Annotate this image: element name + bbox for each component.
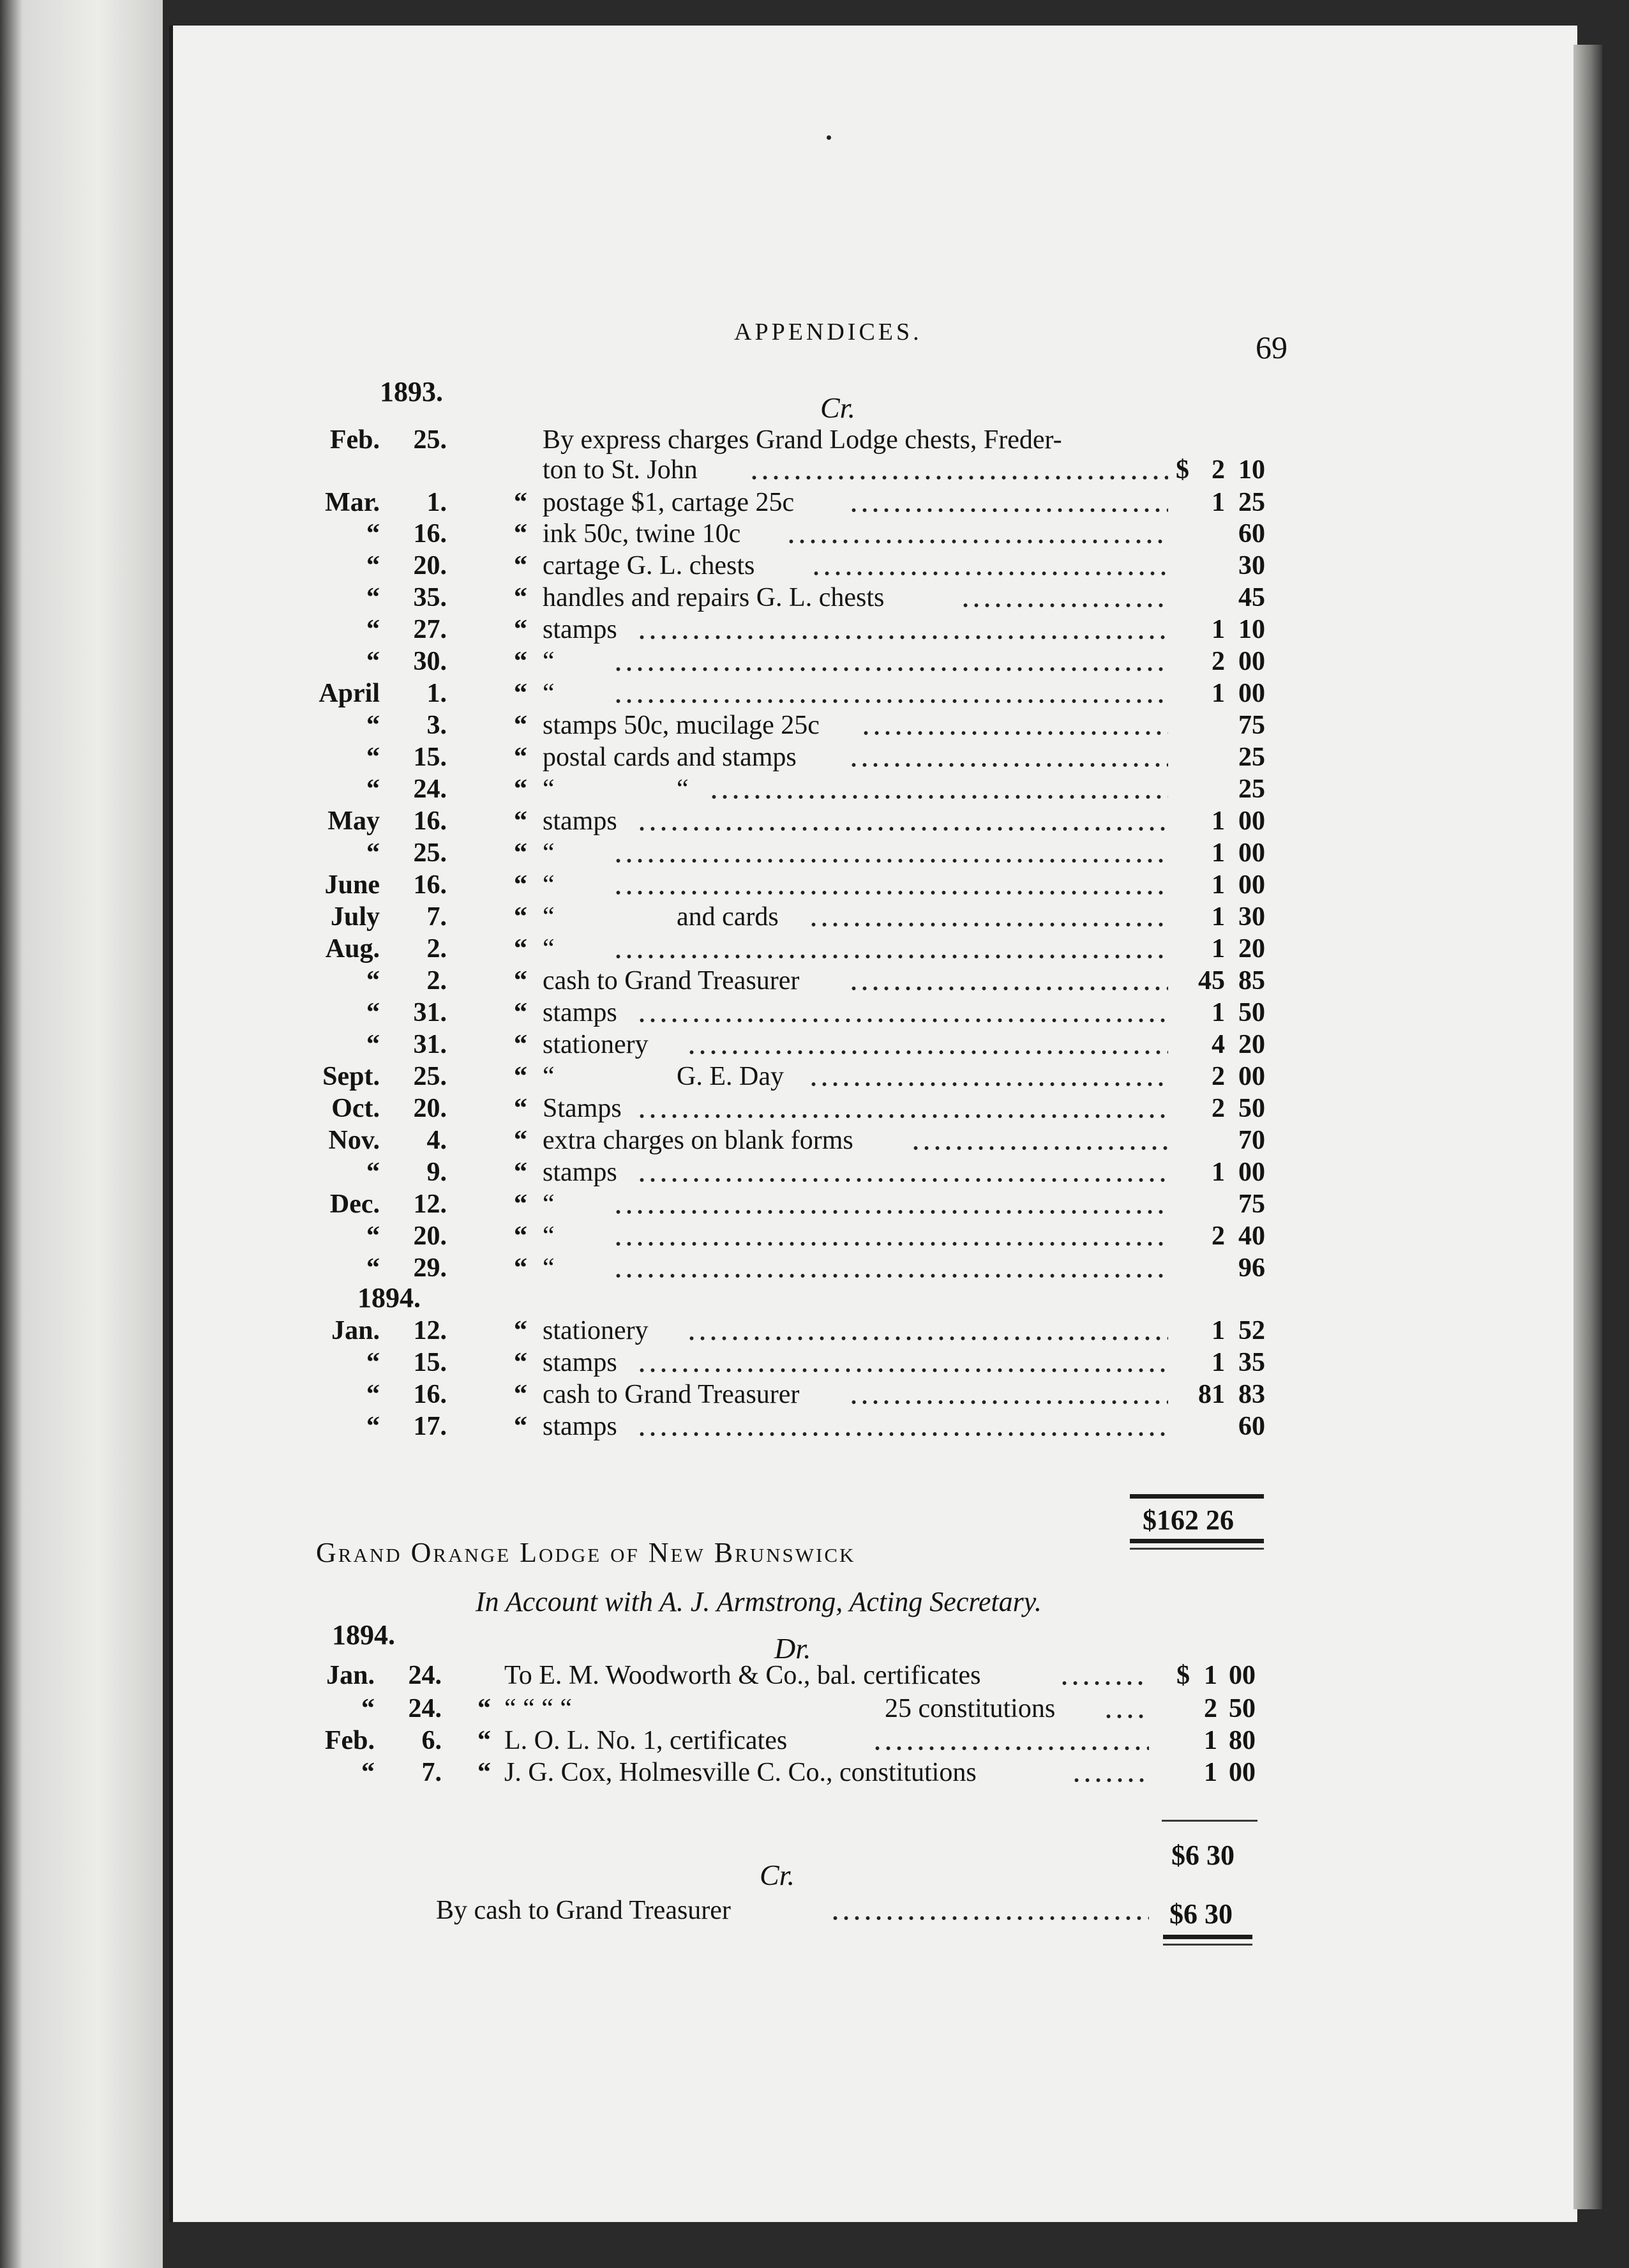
entry-description: “ — [543, 934, 555, 964]
cr-entry-row — [0, 1411, 1629, 1442]
amount-cents: 60 — [1238, 1412, 1265, 1441]
entry-day: 3. — [426, 711, 447, 740]
entry-day: 25. — [413, 1062, 447, 1091]
entry-month: “ — [366, 1348, 380, 1377]
leader-dots — [613, 667, 1168, 672]
amount-cents: 35 — [1238, 1348, 1265, 1377]
entry-day: 17. — [413, 1412, 447, 1441]
account-cr-total: $6 30 — [1169, 1898, 1233, 1930]
entry-month: Sept. — [322, 1062, 380, 1091]
cr-entry-row — [0, 1253, 1629, 1283]
leader-dots — [636, 826, 1168, 831]
entry-day: 20. — [413, 551, 447, 580]
ditto-mark: “ — [514, 1126, 527, 1155]
leader-dots — [636, 1432, 1168, 1437]
entry-day: 20. — [413, 1221, 447, 1251]
cr-entry-row — [0, 550, 1629, 581]
leader-dots — [960, 603, 1168, 608]
entry-month: Feb. — [324, 1726, 375, 1755]
cr-entry-row — [0, 742, 1629, 773]
entry-month: Jan. — [326, 1661, 375, 1690]
amount-cents: 00 — [1238, 679, 1265, 708]
leader-dots — [636, 635, 1168, 640]
entry-description: postage $1, cartage 25c — [543, 488, 795, 517]
ditto-mark: “ — [514, 1348, 527, 1377]
cr-entry-row — [0, 614, 1629, 645]
cr-entry-row — [0, 870, 1629, 900]
entry-day: 20. — [413, 1094, 447, 1123]
amount-dollars: 2 — [1212, 647, 1225, 676]
entry-description: “ — [543, 838, 555, 868]
cr-entry-row — [0, 518, 1629, 549]
amount-dollars: 1 — [1212, 838, 1225, 868]
entry-day: 31. — [413, 1030, 447, 1059]
cr-entry-row — [0, 806, 1629, 836]
entry-day: 1. — [426, 679, 447, 708]
entry-description: cash to Grand Treasurer — [543, 966, 800, 995]
amount-dollars: 1 — [1212, 870, 1225, 900]
entry-month: “ — [366, 647, 380, 676]
entry-month: Jan. — [331, 1316, 380, 1345]
entry-day: 15. — [413, 743, 447, 772]
ink-speck — [827, 135, 831, 140]
amount-dollars: 1 — [1212, 615, 1225, 644]
leader-dots — [811, 571, 1168, 576]
leader-dots — [613, 858, 1168, 863]
ditto-mark: “ — [514, 966, 527, 995]
entry-month: “ — [366, 775, 380, 804]
entry-month: July — [330, 902, 380, 932]
amount-cents: 75 — [1238, 711, 1265, 740]
entry-month: “ — [366, 1253, 380, 1283]
leader-dots — [636, 1368, 1168, 1373]
ditto-mark: “ — [514, 1062, 527, 1091]
amount-cents: 20 — [1238, 934, 1265, 964]
entry-day: 6. — [421, 1726, 442, 1755]
entry-description: stamps — [543, 1348, 617, 1377]
ditto-mark: “ — [514, 934, 527, 964]
cr-entry-row — [0, 997, 1629, 1028]
entry-month: “ — [361, 1694, 375, 1723]
entry-month: “ — [366, 1412, 380, 1441]
amount-dollars: 1 — [1212, 806, 1225, 836]
entry-month: “ — [366, 615, 380, 644]
leader-dots — [613, 1241, 1168, 1246]
ditto-mark: “ — [514, 711, 527, 740]
entry-day: 27. — [413, 615, 447, 644]
entry-day: 2. — [426, 966, 447, 995]
dr-entry-row — [0, 1757, 1629, 1788]
ditto-mark: “ — [477, 1758, 491, 1787]
entry-description-cont: G. E. Day — [677, 1062, 784, 1091]
entry-description: L. O. L. No. 1, certificates — [504, 1726, 788, 1755]
amount-cents: 10 — [1238, 455, 1265, 485]
entry-day: 4. — [426, 1126, 447, 1155]
cr-entry-row — [0, 455, 1629, 485]
entry-month: “ — [366, 838, 380, 868]
amount-dollars: 1 — [1212, 1348, 1225, 1377]
cr-entry-row — [0, 1379, 1629, 1410]
ditto-mark: “ — [477, 1726, 491, 1755]
dr-total: $6 30 — [1171, 1840, 1235, 1871]
amount-cents: 40 — [1238, 1221, 1265, 1251]
entry-description: stationery — [543, 1316, 649, 1345]
entry-month: Oct. — [331, 1094, 380, 1123]
entry-description-cont: 25 constitutions — [885, 1694, 1056, 1723]
leader-dots — [1103, 1714, 1149, 1719]
entry-month: Dec. — [329, 1190, 380, 1219]
amount-cents: 50 — [1238, 998, 1265, 1027]
leader-dots — [749, 475, 1168, 480]
amount-cents: 30 — [1238, 551, 1265, 580]
entry-description-cont: “ — [677, 775, 689, 804]
entry-description: To E. M. Woodworth & Co., bal. certificates — [504, 1661, 981, 1690]
cr-entry-row — [0, 1093, 1629, 1124]
account-subtitle: In Account with A. J. Armstrong, Acting Secretary. — [476, 1586, 1042, 1617]
entry-description: By express charges Grand Lodge chests, Freder- — [543, 425, 1062, 455]
cr-heading: Cr. — [820, 391, 855, 424]
amount-cents: 60 — [1238, 519, 1265, 548]
amount-dollars: 81 — [1198, 1380, 1225, 1409]
leader-dots — [636, 1177, 1168, 1183]
cr-entry-row — [0, 425, 1629, 455]
page-sheet — [169, 26, 1577, 2222]
entry-description: J. G. Cox, Holmesville C. Co., constitutions — [504, 1758, 977, 1787]
amount-cents: 96 — [1238, 1253, 1265, 1283]
amount-dollars: 2 — [1212, 1094, 1225, 1123]
cr-entry-row — [0, 710, 1629, 741]
page-number: 69 — [1256, 329, 1287, 365]
year-heading-account: 1894. — [332, 1619, 395, 1651]
entry-description: ton to St. John — [543, 455, 698, 485]
ditto-mark: “ — [477, 1694, 491, 1723]
entry-month: “ — [366, 1380, 380, 1409]
ditto-mark: “ — [514, 1221, 527, 1251]
entry-month: Nov. — [328, 1126, 380, 1155]
ditto-mark: “ — [514, 647, 527, 676]
amount-dollars: 2 — [1204, 1694, 1217, 1723]
entry-description: “ — [543, 1253, 555, 1283]
entry-day: 30. — [413, 647, 447, 676]
amount-dollars: 2 — [1212, 1221, 1225, 1251]
ditto-mark: “ — [514, 615, 527, 644]
dollar-sign: $ — [1176, 455, 1189, 485]
dr-sum-rule — [1162, 1820, 1257, 1822]
entry-month: “ — [366, 551, 380, 580]
cr-entry-row — [0, 934, 1629, 964]
ditto-mark: “ — [514, 1412, 527, 1441]
cr-entry-row — [0, 1029, 1629, 1060]
amount-cents: 70 — [1238, 1126, 1265, 1155]
amount-dollars: 1 — [1204, 1661, 1217, 1690]
entry-day: 9. — [426, 1158, 447, 1187]
cr-entry-row — [0, 1189, 1629, 1220]
entry-month: “ — [366, 743, 380, 772]
entry-description: “ — [543, 870, 555, 900]
leader-dots — [830, 1916, 1149, 1921]
entry-day: 16. — [413, 1380, 447, 1409]
ditto-mark: “ — [514, 1190, 527, 1219]
entry-month: Aug. — [325, 934, 380, 964]
cr-entry-row — [0, 902, 1629, 932]
leader-dots — [1059, 1681, 1149, 1686]
amount-cents: 00 — [1229, 1661, 1256, 1690]
entry-description: stamps — [543, 615, 617, 644]
ditto-mark: “ — [514, 1158, 527, 1187]
total-double-rule-lower — [1130, 1548, 1264, 1550]
year-heading-1893: 1893. — [380, 376, 443, 407]
entry-description: handles and repairs G. L. chests — [543, 583, 885, 612]
cr-entry-row — [0, 1221, 1629, 1251]
ditto-mark: “ — [514, 775, 527, 804]
dr-entry-row — [0, 1660, 1629, 1691]
entry-month: “ — [366, 583, 380, 612]
leader-dots — [636, 1114, 1168, 1119]
amount-cents: 50 — [1238, 1094, 1265, 1123]
entry-description: stamps 50c, mucilage 25c — [543, 711, 820, 740]
cr-entry-row — [0, 838, 1629, 868]
ditto-mark: “ — [514, 488, 527, 517]
entry-description: stamps — [543, 998, 617, 1027]
ditto-mark: “ — [514, 1316, 527, 1345]
amount-cents: 85 — [1238, 966, 1265, 995]
ditto-mark: “ — [514, 743, 527, 772]
leader-dots — [613, 954, 1168, 959]
entry-day: 16. — [413, 806, 447, 836]
entry-day: 15. — [413, 1348, 447, 1377]
ditto-mark: “ — [514, 806, 527, 836]
account-cr-heading: Cr. — [760, 1859, 795, 1891]
amount-cents: 83 — [1238, 1380, 1265, 1409]
amount-dollars: 1 — [1212, 488, 1225, 517]
account-cr-double-rule-lower — [1163, 1944, 1252, 1946]
leader-dots — [613, 890, 1168, 895]
entry-month: Feb. — [329, 425, 380, 455]
amount-cents: 25 — [1238, 743, 1265, 772]
entry-description: ink 50c, twine 10c — [543, 519, 741, 548]
amount-dollars: 1 — [1212, 998, 1225, 1027]
entry-month: Mar. — [325, 488, 380, 517]
leader-dots — [613, 1209, 1168, 1214]
entry-day: 24. — [413, 775, 447, 804]
entry-description: cartage G. L. chests — [543, 551, 755, 580]
amount-cents: 30 — [1238, 902, 1265, 932]
leader-dots — [848, 762, 1168, 767]
entry-day: 7. — [421, 1758, 442, 1787]
amount-cents: 25 — [1238, 488, 1265, 517]
leader-dots — [786, 539, 1168, 544]
leader-dots — [686, 1336, 1168, 1341]
amount-dollars: 1 — [1212, 902, 1225, 932]
leader-dots — [709, 794, 1168, 799]
amount-dollars: 1 — [1204, 1758, 1217, 1787]
entry-month: June — [324, 870, 380, 900]
amount-dollars: 1 — [1212, 934, 1225, 964]
dr-entry-row — [0, 1725, 1629, 1756]
account-cr-text: By cash to Grand Treasurer — [436, 1896, 731, 1925]
ditto-mark: “ — [514, 583, 527, 612]
entry-description: stamps — [543, 806, 617, 836]
cr-entry-row — [0, 1125, 1629, 1156]
ditto-mark: “ — [514, 1380, 527, 1409]
amount-dollars: 1 — [1212, 1316, 1225, 1345]
entry-description: stationery — [543, 1030, 649, 1059]
leader-dots — [848, 1400, 1168, 1405]
entry-description: “ — [543, 647, 555, 676]
dr-heading: Dr. — [774, 1632, 811, 1665]
ditto-mark: “ — [514, 1253, 527, 1283]
amount-cents: 00 — [1238, 647, 1265, 676]
entry-month: “ — [366, 1030, 380, 1059]
leader-dots — [860, 730, 1168, 736]
ditto-mark: “ — [514, 551, 527, 580]
running-head: APPENDICES. — [734, 319, 922, 345]
ditto-mark: “ — [514, 519, 527, 548]
amount-cents: 10 — [1238, 615, 1265, 644]
entry-day: 25. — [413, 838, 447, 868]
entry-description-cont: and cards — [677, 902, 779, 932]
amount-dollars: 2 — [1212, 455, 1225, 485]
leader-dots — [808, 1082, 1168, 1087]
entry-day: 35. — [413, 583, 447, 612]
entry-day: 16. — [413, 519, 447, 548]
cr-entry-row — [0, 1157, 1629, 1188]
amount-cents: 50 — [1229, 1694, 1256, 1723]
entry-description: Stamps — [543, 1094, 622, 1123]
cr-total: $162 26 — [1143, 1504, 1234, 1536]
leader-dots — [848, 508, 1168, 513]
ditto-mark: “ — [514, 998, 527, 1027]
entry-month: “ — [366, 1158, 380, 1187]
entry-day: 12. — [413, 1316, 447, 1345]
ditto-mark: “ — [514, 902, 527, 932]
dr-entry-row — [0, 1693, 1629, 1724]
ditto-mark: “ — [514, 679, 527, 708]
entry-month: “ — [366, 1221, 380, 1251]
entry-description: postal cards and stamps — [543, 743, 797, 772]
entry-day: 16. — [413, 870, 447, 900]
leader-dots — [636, 1018, 1168, 1023]
entry-description: “ — [543, 775, 555, 804]
entry-description: stamps — [543, 1158, 617, 1187]
ditto-mark: “ — [514, 1094, 527, 1123]
leader-dots — [613, 699, 1168, 704]
ditto-mark: “ — [514, 1030, 527, 1059]
amount-cents: 45 — [1238, 583, 1265, 612]
dollar-sign: $ — [1176, 1661, 1190, 1690]
cr-entry-row — [0, 965, 1629, 996]
amount-dollars: 45 — [1198, 966, 1225, 995]
amount-dollars: 4 — [1212, 1030, 1225, 1059]
account-cr-double-rule — [1163, 1935, 1252, 1939]
amount-dollars: 1 — [1212, 1158, 1225, 1187]
entry-day: 25. — [413, 425, 447, 455]
entry-month: “ — [366, 966, 380, 995]
cr-entry-row — [0, 487, 1629, 518]
cr-entry-row — [0, 678, 1629, 709]
entry-month: May — [327, 806, 380, 836]
entry-day: 12. — [413, 1190, 447, 1219]
amount-cents: 80 — [1229, 1726, 1256, 1755]
entry-day: 29. — [413, 1253, 447, 1283]
account-title: Grand Orange Lodge of New Brunswick — [316, 1537, 856, 1568]
cr-entry-row — [0, 1347, 1629, 1378]
amount-cents: 00 — [1238, 1158, 1265, 1187]
amount-dollars: 1 — [1204, 1726, 1217, 1755]
entry-description: “ — [543, 1062, 555, 1091]
amount-cents: 00 — [1238, 806, 1265, 836]
total-rule — [1130, 1494, 1264, 1499]
total-double-rule — [1130, 1539, 1264, 1543]
entry-description: “ — [543, 1221, 555, 1251]
leader-dots — [686, 1050, 1168, 1055]
amount-cents: 00 — [1238, 870, 1265, 900]
entry-month: April — [319, 679, 380, 708]
entry-day: 24. — [408, 1661, 442, 1690]
entry-month: “ — [366, 711, 380, 740]
account-cr-row — [0, 1895, 1629, 1926]
entry-description: “ — [543, 902, 555, 932]
entry-day: 7. — [426, 902, 447, 932]
entry-month: “ — [366, 519, 380, 548]
leader-dots — [808, 922, 1168, 927]
cr-entry-row — [0, 1315, 1629, 1346]
cr-entry-row — [0, 582, 1629, 613]
amount-cents: 00 — [1238, 838, 1265, 868]
amount-cents: 52 — [1238, 1316, 1265, 1345]
ditto-mark: “ — [514, 870, 527, 900]
entry-day: 1. — [426, 488, 447, 517]
entry-day: 31. — [413, 998, 447, 1027]
amount-dollars: 2 — [1212, 1062, 1225, 1091]
entry-description: “ — [543, 679, 555, 708]
entry-description: “ — [543, 1190, 555, 1219]
amount-cents: 00 — [1229, 1758, 1256, 1787]
leader-dots — [848, 986, 1168, 991]
leader-dots — [910, 1145, 1168, 1151]
ditto-mark: “ — [514, 838, 527, 868]
leader-dots — [613, 1273, 1168, 1278]
amount-cents: 20 — [1238, 1030, 1265, 1059]
entry-month: “ — [361, 1758, 375, 1787]
entry-month: “ — [366, 998, 380, 1027]
entry-description: cash to Grand Treasurer — [543, 1380, 800, 1409]
entry-day: 24. — [408, 1694, 442, 1723]
entry-description: stamps — [543, 1412, 617, 1441]
amount-dollars: 1 — [1212, 679, 1225, 708]
amount-cents: 00 — [1238, 1062, 1265, 1091]
entry-description: extra charges on blank forms — [543, 1126, 853, 1155]
leader-dots — [1071, 1778, 1149, 1783]
cr-entry-row — [0, 646, 1629, 677]
leader-dots — [872, 1746, 1149, 1751]
cr-entry-row — [0, 774, 1629, 805]
year-heading-1894: 1894. — [357, 1282, 421, 1313]
amount-cents: 25 — [1238, 775, 1265, 804]
entry-description: “ “ “ “ — [504, 1694, 573, 1723]
entry-day: 2. — [426, 934, 447, 964]
cr-entry-row — [0, 1061, 1629, 1092]
amount-cents: 75 — [1238, 1190, 1265, 1219]
